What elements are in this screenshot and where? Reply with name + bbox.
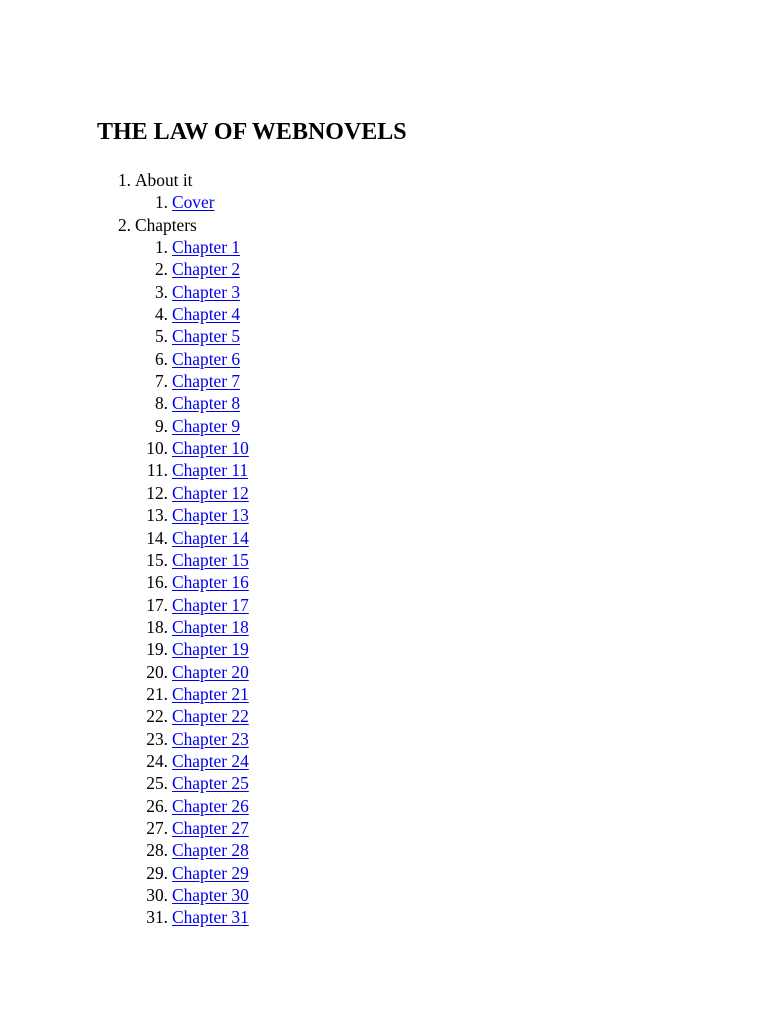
toc-item-label	[172, 817, 249, 839]
toc-link[interactable]: Cover	[172, 192, 215, 213]
toc-item-label	[172, 303, 240, 325]
toc-item-label	[172, 728, 249, 750]
toc-section-number: 2.	[117, 214, 131, 235]
toc-item-label	[172, 839, 249, 861]
toc-item-label	[172, 392, 240, 414]
toc-link[interactable]: Chapter 17	[172, 594, 249, 615]
toc-item-label	[172, 504, 249, 526]
toc-item-label	[172, 661, 249, 683]
toc-item-number: 13.	[146, 505, 168, 526]
toc-item-number: 18.	[146, 616, 168, 637]
toc-link[interactable]: Chapter 26	[172, 795, 249, 816]
toc-item-label	[172, 750, 249, 772]
toc-link[interactable]: Chapter 31	[172, 907, 249, 928]
toc-item-label	[172, 906, 249, 928]
toc-link[interactable]: Chapter 18	[172, 616, 249, 637]
book-title: THE LAW OF WEBNOVELS	[97, 119, 407, 145]
toc-item-number: 21.	[146, 683, 168, 704]
toc-item-number: 8.	[154, 393, 168, 414]
toc-link[interactable]: Chapter 19	[172, 639, 249, 660]
toc-link[interactable]: Chapter 13	[172, 505, 249, 526]
toc-item-number: 11.	[146, 460, 168, 481]
toc-link[interactable]: Chapter 4	[172, 304, 241, 325]
toc-item-label	[172, 437, 249, 459]
toc-link[interactable]: Chapter 6	[172, 348, 241, 369]
toc-item-number: 27.	[146, 817, 168, 838]
toc-item-number: 29.	[146, 862, 168, 883]
toc-item-label	[172, 459, 248, 481]
toc-link[interactable]: Chapter 10	[172, 438, 249, 459]
toc-item-number: 9.	[154, 415, 168, 436]
toc-item-number: 22.	[146, 706, 168, 727]
toc-item-label	[172, 594, 249, 616]
toc-link[interactable]: Chapter 5	[172, 326, 241, 347]
toc-section-label: About it	[135, 170, 193, 190]
toc-item-label	[172, 571, 249, 593]
toc-item-label	[172, 348, 240, 370]
toc-item-number: 24.	[146, 750, 168, 771]
toc-link[interactable]: Chapter 23	[172, 728, 249, 749]
toc-item-number: 2.	[154, 259, 168, 280]
toc-item-number: 15.	[146, 549, 168, 570]
toc-item-number: 16.	[146, 572, 168, 593]
toc-item-number: 26.	[146, 795, 168, 816]
toc-item-label	[172, 549, 249, 571]
toc-link[interactable]: Chapter 28	[172, 840, 249, 861]
toc-item-number: 14.	[146, 527, 168, 548]
toc-item-number: 17.	[146, 594, 168, 615]
toc-item-number: 5.	[154, 326, 168, 347]
toc-link[interactable]: Chapter 14	[172, 527, 249, 548]
toc-item-number: 4.	[154, 304, 168, 325]
toc-link[interactable]: Chapter 22	[172, 706, 249, 727]
toc-item-label	[172, 258, 240, 280]
toc-item-number: 1.	[154, 237, 168, 258]
toc-link[interactable]: Chapter 20	[172, 661, 249, 682]
toc-link[interactable]: Chapter 24	[172, 750, 249, 771]
toc-item-number: 23.	[146, 728, 168, 749]
toc-item-label	[172, 325, 240, 347]
toc-item-label	[172, 638, 249, 660]
toc-item-label	[172, 191, 215, 213]
toc-link[interactable]: Chapter 9	[172, 415, 241, 436]
toc-link[interactable]: Chapter 15	[172, 549, 249, 570]
toc-section-number: 1.	[117, 170, 131, 190]
toc-link[interactable]: Chapter 1	[172, 237, 241, 258]
toc-link[interactable]: Chapter 27	[172, 817, 249, 838]
toc-item-number: 28.	[146, 840, 168, 861]
toc-link[interactable]: Chapter 21	[172, 683, 249, 704]
toc-item-label	[172, 772, 249, 794]
toc-item-number: 6.	[154, 348, 168, 369]
toc-item-label	[172, 705, 249, 727]
toc-item-number: 10.	[146, 438, 168, 459]
toc-link[interactable]: Chapter 12	[172, 482, 249, 503]
toc-link[interactable]: Chapter 2	[172, 259, 241, 280]
toc-item-number: 3.	[154, 281, 168, 302]
toc-link[interactable]: Chapter 8	[172, 393, 241, 414]
toc-link[interactable]: Chapter 16	[172, 572, 249, 593]
toc-item-label	[172, 683, 249, 705]
toc-item-number: 12.	[146, 482, 168, 503]
toc-item-number: 25.	[146, 773, 168, 794]
toc-link[interactable]: Chapter 3	[172, 281, 241, 302]
toc-item-number: 20.	[146, 661, 168, 682]
toc-item-label	[172, 884, 249, 906]
toc-item-label	[172, 370, 240, 392]
toc-item-label	[172, 236, 240, 258]
toc-link[interactable]: Chapter 30	[172, 885, 249, 905]
toc-item-number: 7.	[154, 371, 168, 392]
toc-link[interactable]: Chapter 11	[172, 460, 249, 481]
toc-item-label	[172, 415, 240, 437]
toc-link[interactable]: Chapter 25	[172, 773, 249, 794]
toc-item-number: 1.	[154, 192, 168, 213]
toc-item-label	[172, 862, 249, 884]
toc-link[interactable]: Chapter 29	[172, 862, 249, 883]
toc-item-label	[172, 795, 249, 817]
toc-item-label	[172, 616, 249, 638]
toc-section-label: Chapters	[135, 214, 197, 235]
toc-item-number: 19.	[146, 639, 168, 660]
toc-link[interactable]: Chapter 7	[172, 371, 241, 392]
toc-item-label	[172, 482, 249, 504]
toc-item-number: 31.	[146, 907, 168, 928]
toc-item-label	[172, 281, 240, 303]
toc-item-label	[172, 527, 249, 549]
toc-item-number: 30.	[146, 885, 168, 905]
